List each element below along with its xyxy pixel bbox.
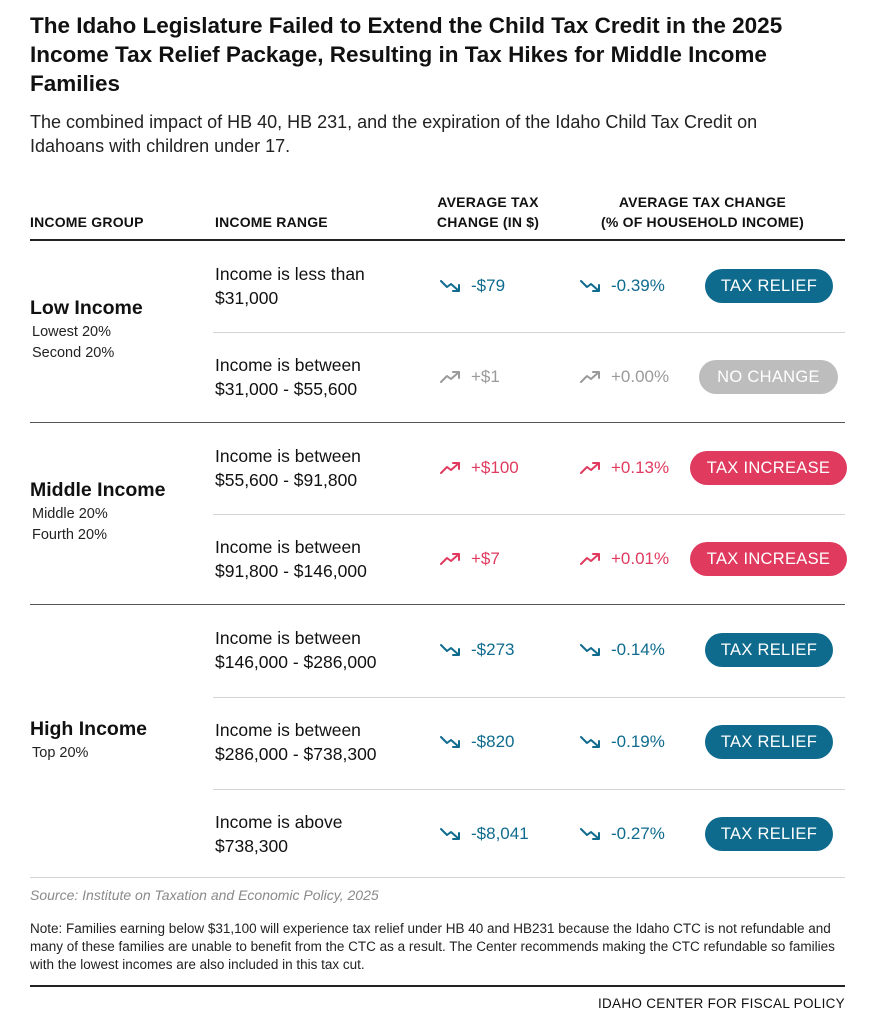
income-range-line1: Income is between: [215, 354, 361, 375]
tax-change-dollar-cell: [440, 549, 500, 569]
income-range-cell: [215, 626, 415, 674]
tax-change-pct-cell: [580, 458, 669, 478]
status-badge: TAX RELIEF: [705, 725, 833, 759]
tax-change-pct-cell: [580, 640, 665, 660]
income-range-line1: Income is less than: [215, 263, 365, 284]
status-badge: TAX RELIEF: [705, 633, 833, 667]
tax-change-pct-value: -0.14%: [611, 639, 665, 659]
tax-change-dollar-value: -$79: [471, 275, 506, 295]
income-group-quintile: Lowest 20%: [32, 324, 111, 340]
tax-change-pct-cell: [580, 824, 665, 844]
group-divider: [30, 604, 845, 605]
income-range-cell: [215, 262, 415, 310]
tax-change-pct-cell: [580, 276, 665, 296]
tax-change-dollar-value: -$820: [471, 731, 515, 751]
income-range-cell: [215, 535, 415, 583]
tax-change-dollar-cell: [440, 276, 505, 296]
tax-change-pct-value: -0.19%: [611, 731, 665, 751]
organization-credit: IDAHO CENTER FOR FISCAL POLICY: [597, 996, 845, 1011]
header-income-group: INCOME GROUP: [30, 214, 144, 230]
income-range-cell: [215, 444, 415, 492]
income-group-label: High Income: [30, 718, 148, 740]
status-badge: TAX INCREASE: [690, 542, 847, 576]
income-group-quintile: Middle 20%: [32, 506, 108, 522]
income-group-quintile: Fourth 20%: [32, 527, 107, 543]
income-group-label: Middle Income: [30, 479, 166, 501]
tax-change-dollar-value: -$8,041: [471, 823, 529, 843]
tax-change-pct-cell: [580, 549, 669, 569]
header-tax-change-dollar-line2: CHANGE (IN $): [436, 214, 540, 230]
tax-change-pct-value: +0.01%: [611, 548, 670, 568]
row-divider: [213, 332, 845, 333]
tax-change-dollar-cell: [440, 640, 514, 660]
status-badge: TAX RELIEF: [705, 269, 833, 303]
trend-up-icon: [580, 370, 602, 384]
trend-down-icon: [580, 827, 602, 841]
income-range-line1: Income is between: [215, 719, 361, 740]
tax-change-dollar-value: -$273: [471, 639, 515, 659]
tax-change-pct-value: +0.13%: [611, 457, 670, 477]
trend-down-icon: [580, 735, 602, 749]
income-range-line2: $286,000 - $738,300: [215, 743, 377, 764]
trend-down-icon: [440, 827, 462, 841]
row-divider: [213, 514, 845, 515]
tax-change-pct-cell: [580, 367, 669, 387]
footnote: Note: Families earning below $31,100 will experience tax relief under HB 40 and HB231 because the Idaho CTC is not refundable and many of these families are unable to benefit from the CTC as a result. The Center recommends making the CTC refundable so families with the lowest incomes are also included in this tax cut.: [30, 921, 835, 972]
header-tax-change-pct: [580, 192, 825, 232]
tax-change-pct-value: +0.00%: [611, 366, 670, 386]
income-group-quintile: Second 20%: [32, 345, 115, 361]
income-range-line2: $91,800 - $146,000: [215, 560, 367, 581]
income-range-line2: $31,000: [215, 287, 279, 308]
income-range-line2: $55,600 - $91,800: [215, 469, 358, 490]
table-bottom-rule: [30, 877, 845, 878]
income-range-line1: Income is between: [215, 445, 361, 466]
tax-change-pct-value: -0.39%: [611, 275, 665, 295]
footer-rule: [30, 985, 845, 987]
chart-subtitle: The combined impact of HB 40, HB 231, and the expiration of the Idaho Child Tax Credit on Idahoans with children under 17.: [30, 112, 758, 156]
status-badge: NO CHANGE: [699, 360, 838, 394]
income-range-line2: $146,000 - $286,000: [215, 651, 377, 672]
income-range-cell: [215, 718, 415, 766]
trend-down-icon: [580, 279, 602, 293]
header-tax-change-dollar-line1: AVERAGE TAX: [437, 194, 539, 210]
tax-change-pct-value: -0.27%: [611, 823, 665, 843]
income-range-line2: $31,000 - $55,600: [215, 378, 358, 399]
trend-up-icon: [440, 552, 462, 566]
trend-up-icon: [580, 461, 602, 475]
chart-title: The Idaho Legislature Failed to Extend the Child Tax Credit in the 2025 Income Tax Relief Package, Resulting in Tax Hikes for Middle Income Families: [30, 13, 783, 96]
tax-change-dollar-value: +$100: [471, 457, 519, 477]
tax-change-dollar-cell: [440, 824, 529, 844]
trend-down-icon: [440, 643, 462, 657]
header-income-range: INCOME RANGE: [215, 214, 328, 230]
income-group-label: Low Income: [30, 297, 143, 319]
income-range-cell: [215, 810, 415, 858]
trend-up-icon: [580, 552, 602, 566]
income-range-line1: Income is between: [215, 627, 361, 648]
row-divider: [213, 789, 845, 790]
trend-up-icon: [440, 461, 462, 475]
trend-down-icon: [440, 279, 462, 293]
tax-change-dollar-cell: [440, 458, 519, 478]
tax-change-dollar-value: +$1: [471, 366, 500, 386]
tax-change-pct-cell: [580, 732, 665, 752]
header-tax-change-dollar: [403, 192, 573, 232]
tax-change-dollar-cell: [440, 367, 500, 387]
header-tax-change-pct-line2: (% OF HOUSEHOLD INCOME): [601, 214, 804, 230]
income-range-line2: $738,300: [215, 835, 288, 856]
income-range-line1: Income is above: [215, 811, 343, 832]
status-badge: TAX RELIEF: [705, 817, 833, 851]
header-rule: [30, 239, 845, 241]
trend-down-icon: [580, 643, 602, 657]
income-group-quintile: Top 20%: [32, 745, 89, 761]
trend-down-icon: [440, 735, 462, 749]
income-range-cell: [215, 353, 415, 401]
tax-change-dollar-cell: [440, 732, 514, 752]
tax-change-dollar-value: +$7: [471, 548, 500, 568]
source-note: Source: Institute on Taxation and Economic Policy, 2025: [30, 887, 379, 903]
group-divider: [30, 422, 845, 423]
status-badge: TAX INCREASE: [690, 451, 847, 485]
trend-up-icon: [440, 370, 462, 384]
income-range-line1: Income is between: [215, 536, 361, 557]
header-tax-change-pct-line1: AVERAGE TAX CHANGE: [618, 194, 787, 210]
row-divider: [213, 697, 845, 698]
